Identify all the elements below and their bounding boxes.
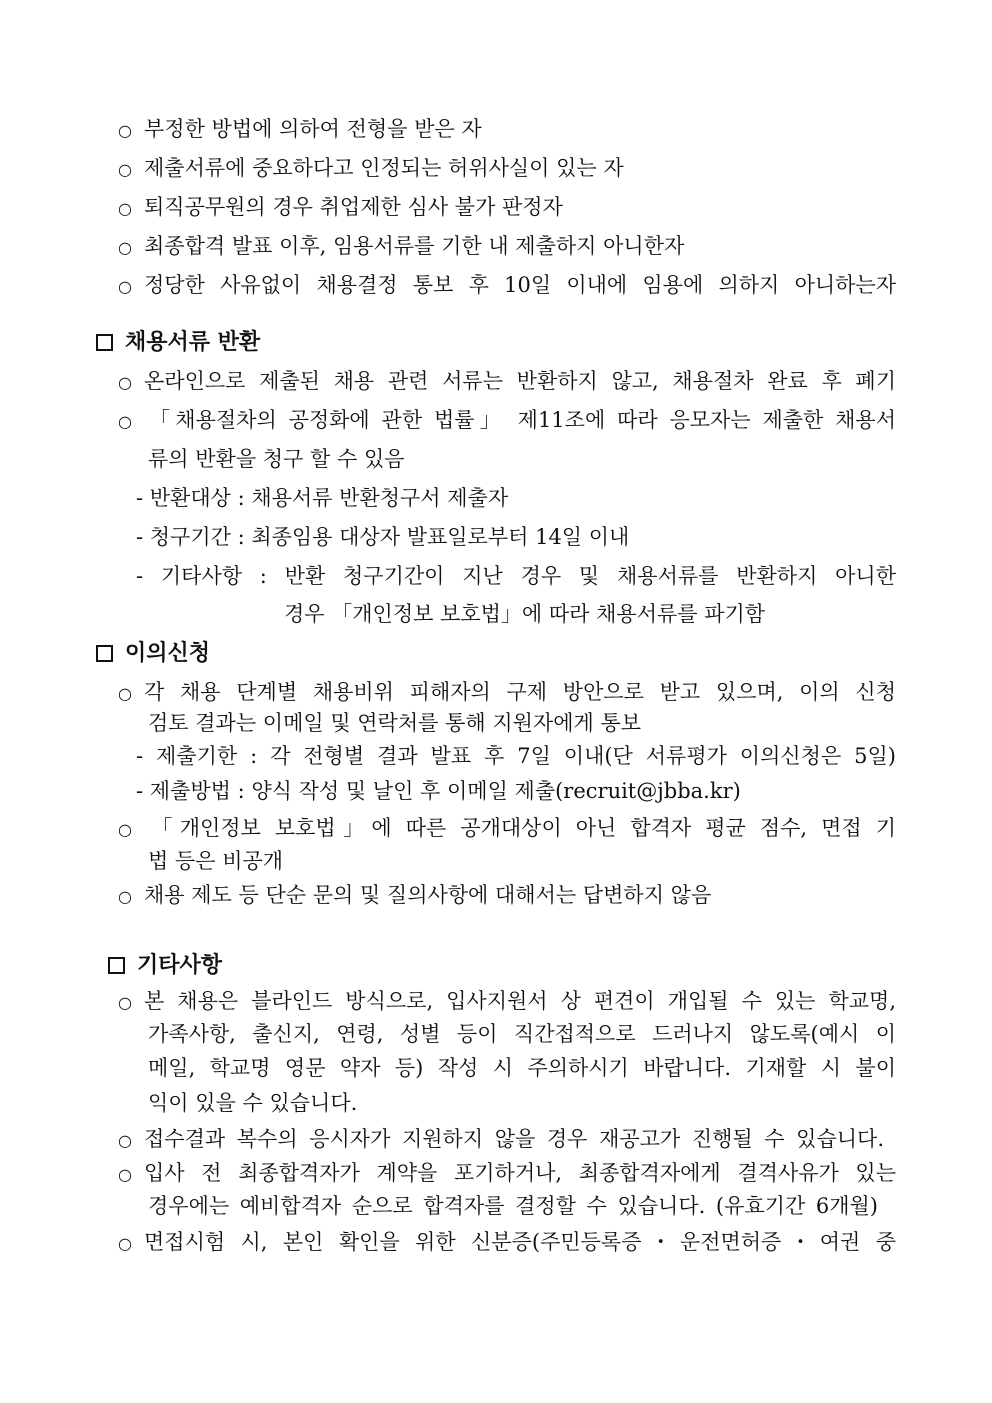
list-item-continuation: 가족사항, 출신지, 연령, 성별 등이 직간접적으로 드러나지 않도록(예시 이: [148, 1022, 896, 1046]
circle-bullet-icon: ○: [118, 993, 132, 1012]
checkbox-square-icon: [96, 645, 113, 662]
sub-item: - 반환대상 : 채용서류 반환청구서 제출자: [136, 486, 509, 510]
list-item: ○ 입사 전 최종합격자가 계약을 포기하거나, 최종합격자에게 결격사유가 있는: [118, 1158, 896, 1190]
sub-item-continuation: 경우 「개인정보 보호법」에 따라 채용서류를 파기함: [284, 602, 766, 626]
list-item: ○ 본 채용은 블라인드 방식으로, 입사지원서 상 편견이 개입될 수 있는 학교명,: [118, 986, 896, 1018]
circle-bullet-icon: ○: [118, 121, 132, 140]
list-item: ○ 「개인정보 보호법」에 따른 공개대상이 아닌 합격자 평균 점수, 면접 기: [118, 813, 896, 845]
circle-bullet-icon: ○: [118, 820, 132, 839]
list-item: ○ 접수결과 복수의 응시자가 지원하지 않을 경우 재공고가 진행될 수 있습니다.: [118, 1124, 884, 1156]
list-item: ○ 부정한 방법에 의하여 전형을 받은 자: [118, 114, 482, 146]
list-item: ○ 온라인으로 제출된 채용 관련 서류는 반환하지 않고, 채용절차 완료 후 폐기: [118, 366, 896, 398]
circle-bullet-icon: ○: [118, 199, 132, 218]
circle-bullet-icon: ○: [118, 887, 132, 906]
list-item-continuation: 류의 반환을 청구 할 수 있음: [148, 447, 405, 471]
list-item-continuation: 검토 결과는 이메일 및 연락처를 통해 지원자에게 통보: [148, 711, 642, 735]
circle-bullet-icon: ○: [118, 684, 132, 703]
checkbox-square-icon: [108, 957, 125, 974]
list-item-continuation: 익이 있을 수 있습니다.: [148, 1091, 358, 1115]
sub-item: - 제출기한 : 각 전형별 결과 발표 후 7일 이내(단 서류평가 이의신청은 5일): [136, 744, 896, 768]
list-item: ○ 채용 제도 등 단순 문의 및 질의사항에 대해서는 답변하지 않음: [118, 880, 711, 912]
list-item: ○ 정당한 사유없이 채용결정 통보 후 10일 이내에 임용에 의하지 아니하는자: [118, 270, 896, 302]
list-item: ○ 면접시험 시, 본인 확인을 위한 신분증(주민등록증・운전면허증・여권 중: [118, 1227, 896, 1259]
list-item: ○ 퇴직공무원의 경우 취업제한 심사 불가 판정자: [118, 192, 563, 224]
sub-item: - 기타사항 : 반환 청구기간이 지난 경우 및 채용서류를 반환하지 아니한: [136, 564, 896, 588]
circle-bullet-icon: ○: [118, 277, 132, 296]
checkbox-square-icon: [96, 334, 113, 351]
list-item: ○ 제출서류에 중요하다고 인정되는 허위사실이 있는 자: [118, 153, 624, 185]
circle-bullet-icon: ○: [118, 373, 132, 392]
circle-bullet-icon: ○: [118, 1131, 132, 1150]
sub-item: - 제출방법 : 양식 작성 및 날인 후 이메일 제출(recruit@jbba.kr): [136, 779, 741, 803]
list-item-continuation: 메일, 학교명 영문 약자 등) 작성 시 주의하시기 바랍니다. 기재할 시 불이: [148, 1056, 896, 1080]
section-heading-return: 채용서류 반환: [96, 327, 260, 357]
circle-bullet-icon: ○: [118, 238, 132, 257]
circle-bullet-icon: ○: [118, 160, 132, 179]
circle-bullet-icon: ○: [118, 412, 132, 431]
list-item-continuation: 경우에는 예비합격자 순으로 합격자를 결정할 수 있습니다. (유효기간 6개월): [148, 1194, 878, 1218]
circle-bullet-icon: ○: [118, 1165, 132, 1184]
list-item: ○ 「채용절차의 공정화에 관한 법률」 제11조에 따라 응모자는 제출한 채용서: [118, 405, 896, 437]
section-heading-appeal: 이의신청: [96, 638, 210, 668]
list-item-continuation: 법 등은 비공개: [148, 849, 284, 873]
list-item: ○ 최종합격 발표 이후, 임용서류를 기한 내 제출하지 아니한자: [118, 231, 684, 263]
sub-item: - 청구기간 : 최종임용 대상자 발표일로부터 14일 이내: [136, 525, 630, 549]
circle-bullet-icon: ○: [118, 1234, 132, 1253]
list-item: ○ 각 채용 단계별 채용비위 피해자의 구제 방안으로 받고 있으며, 이의 신청: [118, 677, 896, 709]
section-heading-etc: 기타사항: [108, 950, 222, 980]
